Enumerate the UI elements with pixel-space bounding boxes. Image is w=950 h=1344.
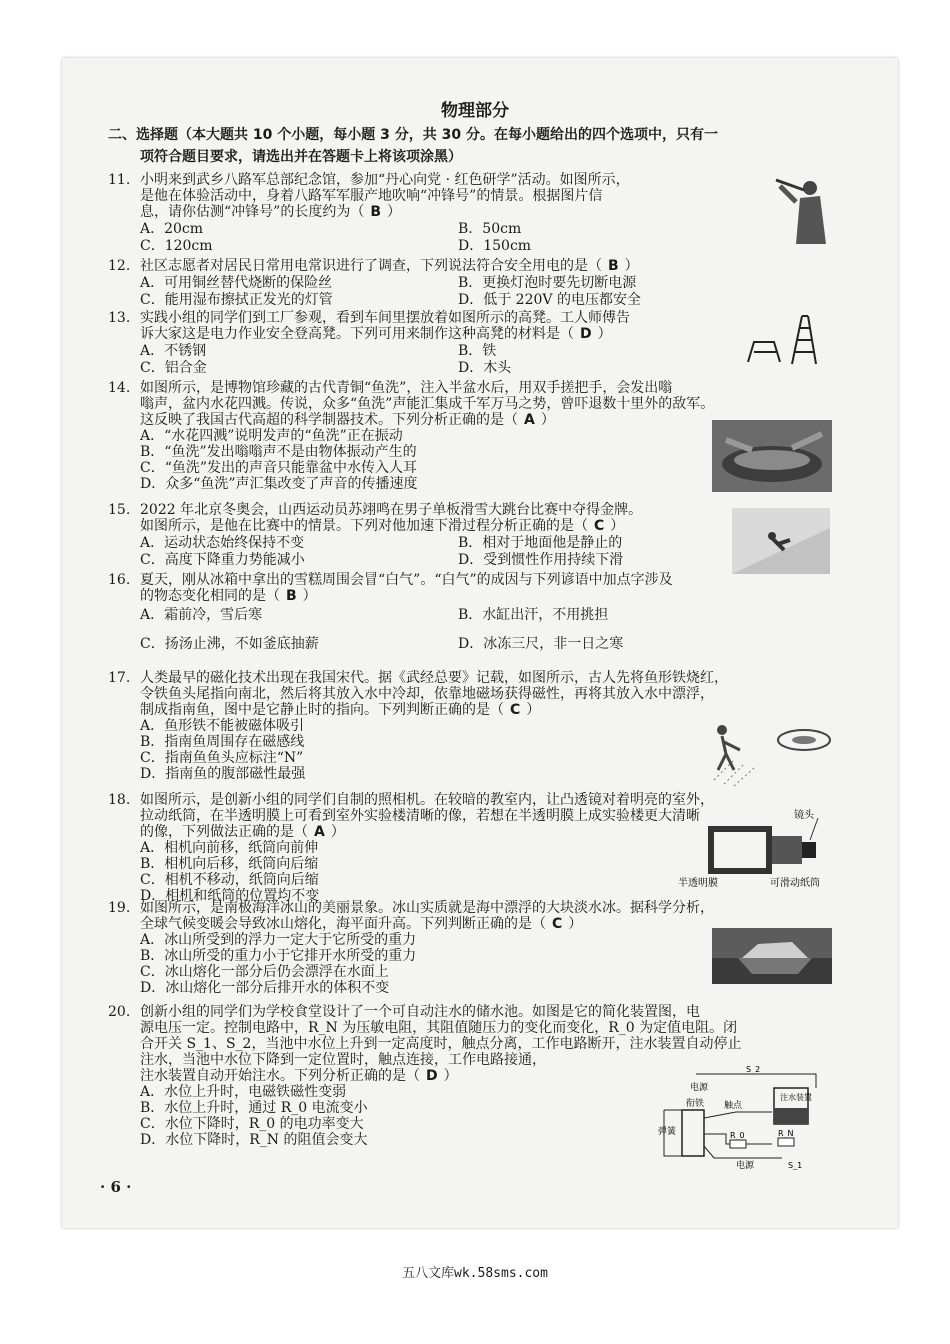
option-a: A．不锈钢 [140, 343, 207, 359]
question-number: 17. [108, 670, 131, 686]
option-a: A．鱼形铁不能被磁体吸引 [140, 718, 305, 734]
label-power-1: 电源 [690, 1083, 709, 1093]
answer-mark: C [594, 518, 605, 534]
option-d: D．相机和纸筒的位置均不变 [140, 888, 320, 904]
option-d: D．冰冻三尺，非一日之寒 [458, 636, 624, 652]
question-stem: 小明来到武乡八路军总部纪念馆，参加“丹心向党 · 红色研学”活动。如图所示， 是他在体验活动中，身着八路军军服产地吹响“冲锋号”的情景。根据图片信 息，请你估测“冲锋号”的长度约为（ [140, 172, 630, 220]
label-rn: R_N [778, 1129, 794, 1138]
option-c: C．高度下降重力势能减小 [140, 552, 305, 568]
label-contact: 触点 [724, 1101, 743, 1111]
question-stem: 社区志愿者对居民日常用电常识进行了调查，下列说法符合安全用电的是（ [140, 258, 602, 274]
question-number: 20. [108, 1004, 131, 1020]
option-b: B．冰山所受的重力小于它排开水所受的重力 [140, 948, 417, 964]
question-number: 19. [108, 900, 131, 916]
answer-mark: A [524, 412, 535, 428]
bronze-basin-photo [712, 420, 832, 492]
label-membrane: 半透明膜 [678, 878, 718, 889]
option-d: D．受到惯性作用持续下滑 [458, 552, 624, 568]
label-lens: 镜头 [794, 810, 814, 821]
option-c: C．能用湿布擦拭正发光的灯管 [140, 292, 333, 308]
option-c: C．扬汤止沸，不如釜底抽薪 [140, 636, 319, 652]
answer-mark: B [286, 588, 297, 604]
paren-close: ） [610, 518, 625, 534]
option-d: D．低于 220V 的电压都安全 [458, 292, 641, 308]
option-a: A．运动状态始终保持不变 [140, 535, 305, 551]
page-number: · 6 · [100, 1178, 132, 1196]
question-number: 11. [108, 172, 131, 188]
option-a: A．水位上升时，电磁铁磁性变弱 [140, 1084, 347, 1100]
options [140, 604, 838, 660]
question-stem: 创新小组的同学们为学校食堂设计了一个可自动注水的储水池。如图是它的简化装置图，电 源电压一定。控制电路中，R_N 为压敏电阻，其阻值随压力的变化而变化，R_0 为定值电阻。闭 合开关 S_1、S_2，当池中水位上升到一定高度时，触点分离，工作电路断开，注水装置自动停止 注水，当池中水位下降到一定位置时，触点连接，工作电路接通， 注水装置自动开始注水。下列分析正确的是（ [140, 1004, 742, 1084]
camera-figure [678, 806, 838, 890]
option-a: A．可用铜丝替代烧断的保险丝 [140, 275, 333, 291]
answer-mark: D [580, 326, 592, 342]
ladder-stool-figure [744, 312, 824, 366]
label-power-2: 电源 [736, 1161, 755, 1170]
label-spring: 弹簧 [658, 1127, 677, 1137]
options [140, 342, 728, 376]
question-number: 16. [108, 572, 131, 588]
question-number: 15. [108, 502, 131, 518]
page-title: 物理部分 [441, 101, 509, 121]
option-b: B．水位上升时，通过 R_0 电流变小 [140, 1100, 368, 1116]
circuit-diagram [656, 1064, 832, 1170]
question-15 [108, 502, 828, 568]
paren-close: ） [526, 702, 541, 718]
iceberg-photo [712, 928, 832, 984]
question-stem: 如图所示，是创新小组的同学们自制的照相机。在较暗的教室内，让凸透镜对着明亮的室外， 拉动纸筒，在半透明膜上可看到室外实验楼清晰的像，若想在半透明膜上成实验楼更大清晰 的像，下列做法正确的是（ [140, 792, 714, 840]
paren-close: ） [540, 412, 555, 428]
options [140, 274, 808, 308]
option-a: A．相机向前移，纸筒向前伸 [140, 840, 319, 856]
answer-mark: A [314, 824, 325, 840]
option-b: B．水缸出汗，不用挑担 [458, 607, 609, 623]
question-stem: 实践小组的同学们到工厂参观，看到车间里摆放着如图所示的高凳。工人师傅告 诉大家这是电力作业安全登高凳。下列可用来制作这种高凳的材料是（ [140, 310, 630, 342]
answer-mark: C [510, 702, 521, 718]
question-stem: 夏天，刚从冰箱中拿出的雪糕周围会冒“白气”。“白气”的成因与下列谚语中加点字涉及 的物态变化相同的是（ [140, 572, 673, 604]
label-r0: R_0 [730, 1131, 745, 1140]
option-b: B．相对于地面他是静止的 [458, 535, 623, 551]
question-stem: 如图所示，是南极海洋冰山的美丽景象。冰山实质就是海中漂浮的大块淡水冰。据科学分析， 全球气候变暖会导致冰山熔化，海平面升高。下列判断正确的是（ [140, 900, 714, 932]
option-d: D．木头 [458, 360, 512, 376]
option-b: B．“鱼洗”发出嗡嗡声不是由物体振动产生的 [140, 444, 417, 460]
question-number: 12. [108, 258, 131, 274]
option-d: D．指南鱼的腹部磁性最强 [140, 766, 306, 782]
option-c: C．指南鱼鱼头应标注“N” [140, 750, 304, 766]
question-12 [108, 258, 808, 308]
question-11 [108, 172, 728, 254]
answer-mark: B [370, 204, 381, 220]
question-16 [108, 572, 838, 660]
options [140, 220, 728, 254]
bugler-photo [770, 166, 842, 246]
paren-close: ） [330, 824, 345, 840]
question-number: 18. [108, 792, 131, 808]
section-line-2: 项符合题目要求，请选出并在答题卡上将该项涂黑） [140, 149, 462, 165]
option-b: B．50cm [458, 221, 522, 237]
answer-mark: C [552, 916, 563, 932]
question-number: 14. [108, 380, 131, 396]
section-line-1: 二、选择题（本大题共 10 个小题，每小题 3 分，共 30 分。在每小题给出的四个选项中，只有一 [108, 127, 718, 143]
option-a: A．霜前冷，雪后寒 [140, 607, 263, 623]
label-armature: 衔铁 [686, 1099, 705, 1109]
option-b: B．相机向后移，纸筒向后缩 [140, 856, 319, 872]
option-c: C．“鱼洗”发出的声音只能靠盆中水传入人耳 [140, 460, 418, 476]
options [140, 534, 828, 568]
paren-close: ） [597, 326, 612, 342]
option-d: D．150cm [458, 238, 532, 254]
option-b: B．指南鱼周围存在磁感线 [140, 734, 305, 750]
option-c: C．相机不移动，纸筒向后缩 [140, 872, 319, 888]
option-c: C．120cm [140, 238, 213, 254]
question-number: 13. [108, 310, 131, 326]
paren-close: ） [568, 916, 583, 932]
snowboarder-photo [732, 508, 830, 574]
label-tube: 可滑动纸筒 [770, 878, 820, 889]
question-stem: 人类最早的磁化技术出现在我国宋代。据《武经总要》记载，如图所示，古人先将鱼形铁烧红， 令铁鱼头尾指向南北，然后将其放入水中冷却，依靠地磁场获得磁性，再将其放入水中漂浮， 制成指南鱼，图中是它静止时的指向。下列判断正确的是（ [140, 670, 728, 718]
label-injector: 注水装置 [780, 1093, 812, 1102]
paren-close: ） [624, 258, 639, 274]
answer-mark: B [608, 258, 619, 274]
option-a: A．冰山所受到的浮力一定大于它所受的重力 [140, 932, 417, 948]
option-b: B．更换灯泡时要先切断电源 [458, 275, 637, 291]
answer-mark: D [426, 1068, 438, 1084]
option-c: C．水位下降时，R_0 的电功率变大 [140, 1116, 364, 1132]
paren-close: ） [387, 204, 401, 220]
option-c: C．铝合金 [140, 360, 207, 376]
label-s1: S_1 [788, 1161, 803, 1170]
question-stem: 2022 年北京冬奥会，山西运动员苏翊鸣在男子单板滑雪大跳台比赛中夺得金牌。 如图所示，是他在比赛中的情景。下列对他加速下滑过程分析正确的是（ [140, 502, 643, 534]
footer-watermark: 五八文库wk.58sms.com [402, 1266, 548, 1281]
question-13 [108, 310, 728, 376]
south-pointing-fish-figure [704, 720, 834, 790]
section-header [108, 124, 838, 168]
option-d: D．众多“鱼洗”声汇集改变了声音的传播速度 [140, 476, 418, 492]
option-b: B．铁 [458, 343, 497, 359]
paren-close: ） [443, 1068, 458, 1084]
option-c: C．冰山熔化一部分后仍会漂浮在水面上 [140, 964, 389, 980]
option-a: A．20cm [140, 221, 204, 237]
option-a: A．“水花四溅”说明发声的“鱼洗”正在振动 [140, 428, 403, 444]
option-d: D．冰山熔化一部分后排开水的体积不变 [140, 980, 390, 996]
paren-close: ） [302, 588, 317, 604]
question-stem: 如图所示，是博物馆珍藏的古代青铜“鱼洗”，注入半盆水后，用双手搓把手，会发出嗡 嗡声，盆内水花四溅。传说，众多“鱼洗”声能汇集成千军万马之势，曾吓退数十里外的敌军。 这反映了我国古代高超的科学制器技术。下列分析正确的是（ [140, 380, 715, 428]
label-s2: S_2 [746, 1065, 761, 1074]
option-d: D．水位下降时，R_N 的阻值会变大 [140, 1132, 368, 1148]
